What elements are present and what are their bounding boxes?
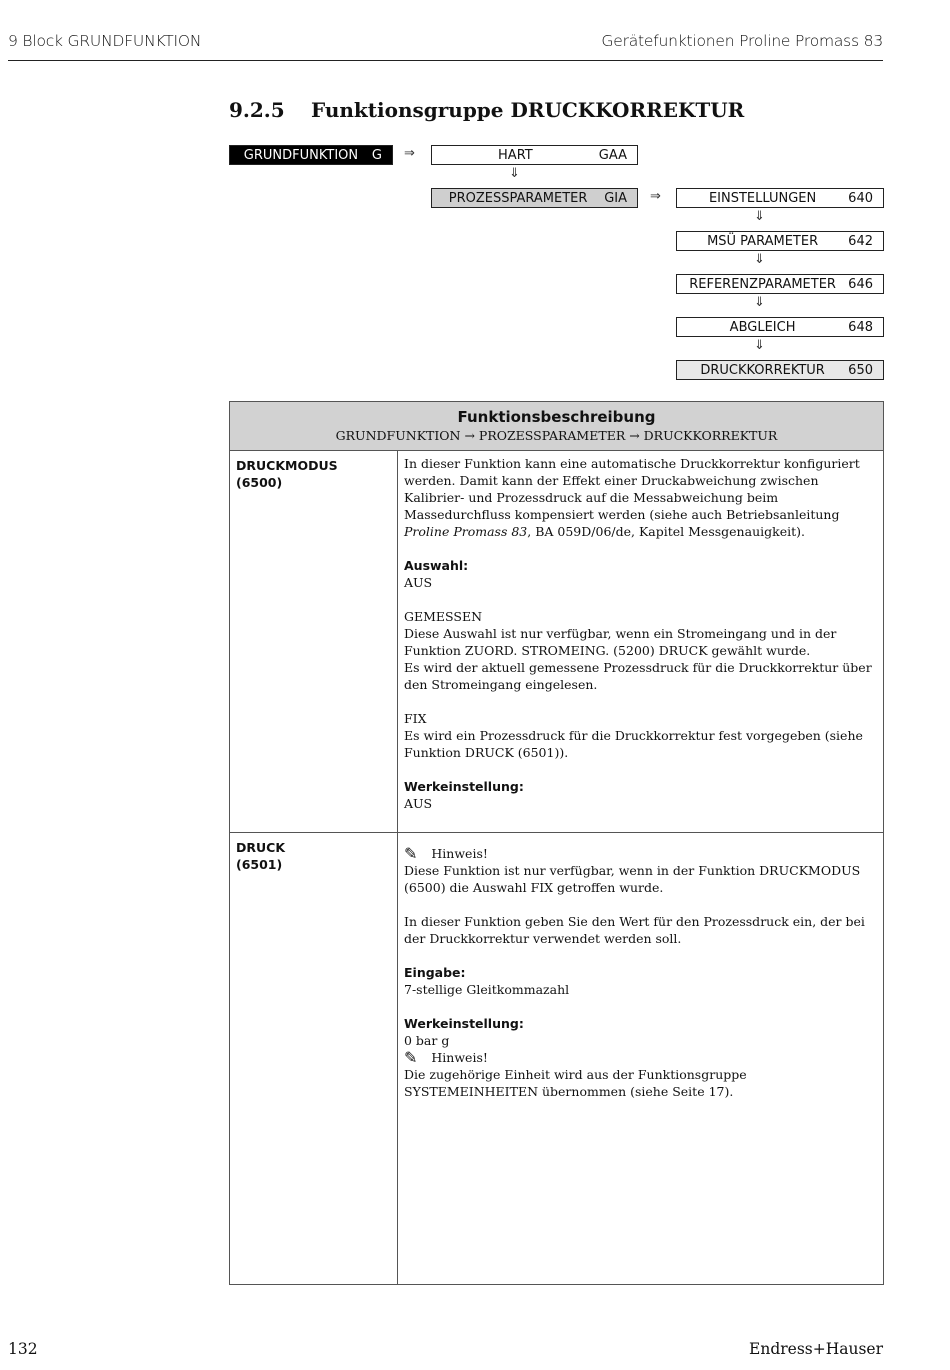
arrow-right-icon: ⇒ (650, 189, 661, 204)
nav-item-druckkorrektur (676, 360, 884, 380)
note-block-2 (404, 1049, 877, 1100)
arrow-down-icon: ⇓ (509, 166, 520, 181)
nav-group-hart (431, 145, 638, 165)
table-header (230, 402, 884, 451)
function-name-cell (230, 451, 398, 833)
section-heading (229, 98, 744, 122)
function-name: DRUCKMODUS (236, 458, 338, 473)
nav-item-referenzparameter (676, 274, 884, 294)
input-block (404, 964, 877, 998)
factory-setting-block (404, 778, 877, 812)
table-header-row (230, 402, 884, 451)
header-divider (8, 60, 883, 61)
intro-text: In dieser Funktion kann eine automatische Druckkorrektur konfiguriert werden. Damit kann der Effekt einer Druckabweichung zwischen Kalibrier- und Prozessdruck auf die Messabweichung beim Massedurchfluss kompensiert werden (siehe auch Betriebsanleitung (404, 456, 860, 522)
arrow-down-icon: ⇓ (754, 295, 765, 310)
note-label: Hinweis! (431, 846, 488, 861)
nav-group-code: GAA (598, 147, 627, 163)
nav-item-code: 648 (848, 319, 873, 335)
note-header (404, 1049, 877, 1066)
arrow-right-icon: ⇒ (404, 146, 415, 161)
arrow-down-icon: ⇓ (754, 338, 765, 353)
nav-item-label: DRUCKKORREKTUR (700, 362, 825, 378)
table-row (230, 451, 884, 833)
table-title: Funktionsbeschreibung (457, 408, 656, 426)
page-number: 132 (8, 1340, 38, 1358)
fix-text: Es wird ein Prozessdruck für die Druckkorrektur fest vorgegeben (siehe Funktion DRUCK (6501)). (404, 728, 863, 760)
function-code: (6500) (236, 475, 283, 490)
intro-italic: Proline Promass 83 (404, 524, 528, 539)
input-label: Eingabe: (404, 965, 466, 980)
nav-item-label: REFERENZPARAMETER (689, 276, 836, 292)
factory-setting-value: AUS (404, 796, 433, 811)
pencil-icon: ✎ (404, 1048, 418, 1067)
header-chapter: 9 Block GRUNDFUNKTION (8, 32, 202, 50)
brand-logo-text: Endress+Hauser (749, 1340, 883, 1358)
pencil-icon: ✎ (404, 844, 418, 863)
nav-group-prozessparameter (431, 188, 638, 208)
factory-setting-value: 0 bar g (404, 1033, 450, 1048)
nav-item-msue-parameter (676, 231, 884, 251)
section-number: 9.2.5 (229, 98, 285, 122)
note-label: Hinweis! (431, 1050, 488, 1065)
factory-setting-label: Werkeinstellung: (404, 1016, 524, 1031)
arrow-down-icon: ⇓ (754, 252, 765, 267)
option-aus: AUS (404, 575, 433, 590)
nav-block-label: GRUNDFUNKTION (243, 147, 359, 163)
selection-block (404, 557, 877, 591)
factory-setting-block (404, 1015, 877, 1049)
nav-item-label: EINSTELLUNGEN (708, 190, 817, 206)
function-name: DRUCK (236, 840, 286, 855)
nav-group-label: PROZESSPARAMETER (448, 190, 588, 206)
factory-setting-label: Werkeinstellung: (404, 779, 524, 794)
note-text: Die zugehörige Einheit wird aus der Funktionsgruppe SYSTEMEINHEITEN übernommen (siehe Seite 17). (404, 1067, 747, 1099)
function-description-cell (398, 833, 884, 1285)
nav-item-code: 642 (848, 233, 873, 249)
function-name-cell (230, 833, 398, 1285)
option-fix: FIX (404, 711, 427, 726)
nav-item-abgleich (676, 317, 884, 337)
nav-group-code: GIA (604, 190, 627, 206)
nav-block-code: G (371, 147, 382, 163)
note-block (404, 845, 877, 896)
nav-item-einstellungen (676, 188, 884, 208)
nav-item-code: 646 (848, 276, 873, 292)
option-fix-block (404, 710, 877, 761)
arrow-down-icon: ⇓ (754, 209, 765, 224)
function-code: (6501) (236, 857, 283, 872)
section-title: Funktionsgruppe DRUCKKORREKTUR (311, 98, 745, 122)
function-description-table (229, 401, 884, 1285)
nav-group-label: HART (498, 147, 533, 163)
gemessen-text-1: Diese Auswahl ist nur verfügbar, wenn ein Stromeingang und in der Funktion ZUORD. STROMEING. (5200) DRUCK gewählt wurde. (404, 626, 837, 658)
gemessen-text-2: Es wird der aktuell gemessene Prozessdruck für die Druckkorrektur über den Stromeingang eingelesen. (404, 660, 872, 692)
nav-item-code: 640 (848, 190, 873, 206)
function-description-cell (398, 451, 884, 833)
option-gemessen: GEMESSEN (404, 609, 483, 624)
druck-text: In dieser Funktion geben Sie den Wert für den Prozessdruck ein, der bei der Druckkorrektur verwendet werden soll. (404, 914, 865, 946)
option-gemessen-block (404, 608, 877, 693)
note-text: Diese Funktion ist nur verfügbar, wenn in der Funktion DRUCKMODUS (6500) die Auswahl FIX getroffen wurde. (404, 863, 861, 895)
nav-item-label: ABGLEICH (729, 319, 796, 335)
nav-block-grundfunktion (229, 145, 393, 165)
table-row (230, 833, 884, 1285)
header-doc-title: Gerätefunktionen Proline Promass 83 (601, 32, 883, 50)
intro-end: , BA 059D/06/de, Kapitel Messgenauigkeit). (527, 524, 805, 539)
table-path: GRUNDFUNKTION → PROZESSPARAMETER → DRUCKKORREKTUR (335, 428, 778, 443)
input-value: 7-stellige Gleitkommazahl (404, 982, 570, 997)
nav-item-label: MSÜ PARAMETER (707, 233, 819, 249)
description-intro (404, 455, 877, 540)
selection-label: Auswahl: (404, 558, 469, 573)
nav-item-code: 650 (848, 362, 873, 378)
note-header (404, 845, 877, 862)
